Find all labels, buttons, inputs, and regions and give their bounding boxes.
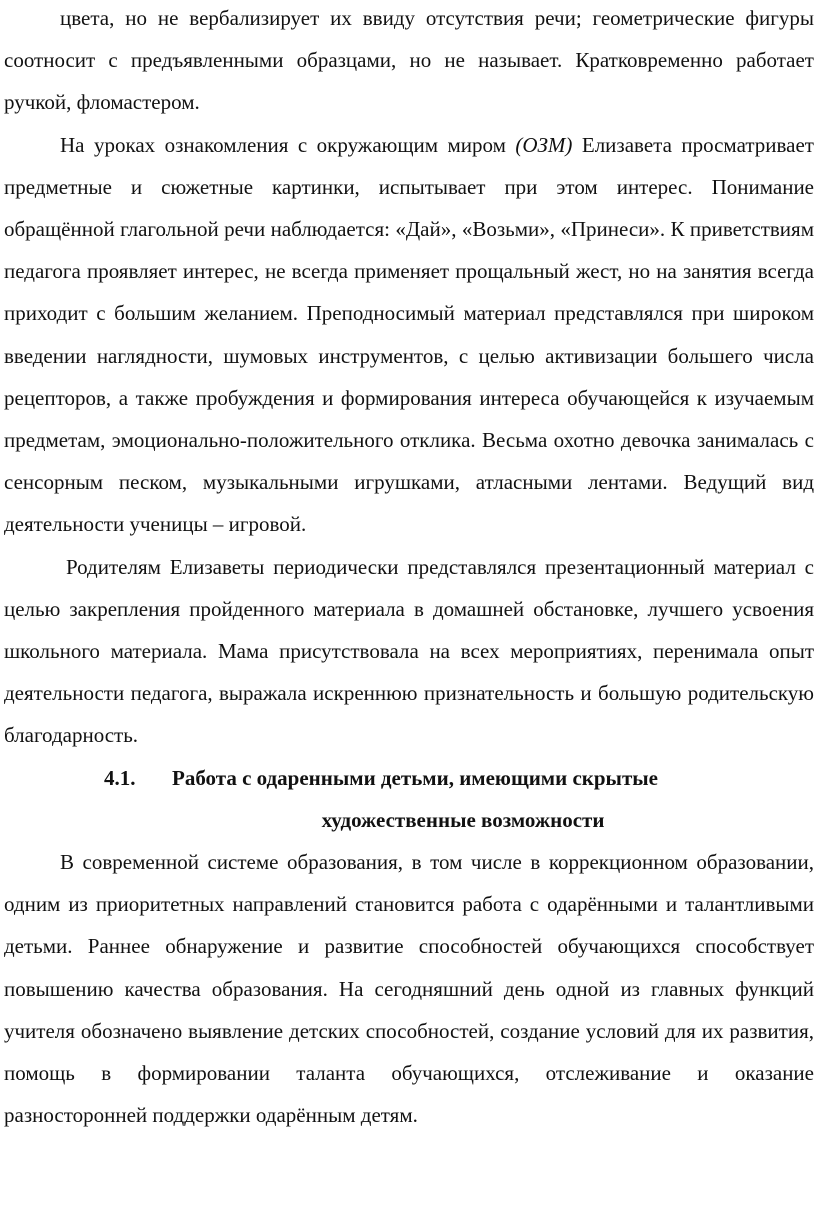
paragraph-2 — [4, 124, 814, 546]
paragraph-2-start: На уроках ознакомления с окружающим миром — [60, 132, 516, 157]
section-heading — [4, 757, 814, 799]
section-title-line-1: Работа с одаренными детьми, имеющими скрытые — [172, 765, 658, 790]
paragraph-2-rest: Елизавета просматривает предметные и сюжетные картинки, испытывает при этом интерес. Понимание обращённой глагольной речи наблюдается: «Дай», «Возьми», «Принеси». К приветствиям педагога проявляет интерес, не всегда применяет прощальный жест, но на занятия всегда приходит с большим желанием. Преподносимый материал представлялся при широком введении наглядности, шумовых инструментов, с целью активизации большего числа рецепторов, а также пробуждения и формирования интереса обучающейся к изучаемым предметам, эмоционально-положительного отклика. Весьма охотно девочка занималась с сенсорным песком, музыкальными игрушками, атласными лентами. Ведущий вид деятельности ученицы – игровой. — [4, 132, 814, 537]
paragraph-4: В современной системе образования, в том числе в коррекционном образовании, одним из приоритетных направлений становится работа с одарёнными и талантливыми детьми. Раннее обнаружение и развитие способностей обучающихся способствует повышению качества образования. На сегодняшний день одной из главных функций учителя обозначено выявление детских способностей, создание условий для их развития, помощь в формировании таланта обучающихся, отслеживание и оказание разносторонней поддержки одарённым детям. — [4, 850, 814, 1128]
section-number: 4.1. — [104, 765, 136, 790]
paragraph-3: Родителям Елизаветы периодически представлялся презентационный материал с целью закрепления пройденного материала в домашней обстановке, лучшего усвоения школьного материала. Мама присутствовала на всех мероприятиях, перенимала опыт деятельности педагога, выражала искреннюю признательность и большую родительскую благодарность. — [4, 554, 814, 748]
paragraph-2-abbreviation: (ОЗМ) — [515, 132, 573, 157]
paragraph-1: цвета, но не вербализирует их ввиду отсутствия речи; геометрические фигуры соотносит с предъявленными образцами, но не называет. Кратковременно работает ручкой, фломастером. — [4, 6, 814, 115]
section-title-line-2: художественные возможности — [321, 807, 605, 832]
